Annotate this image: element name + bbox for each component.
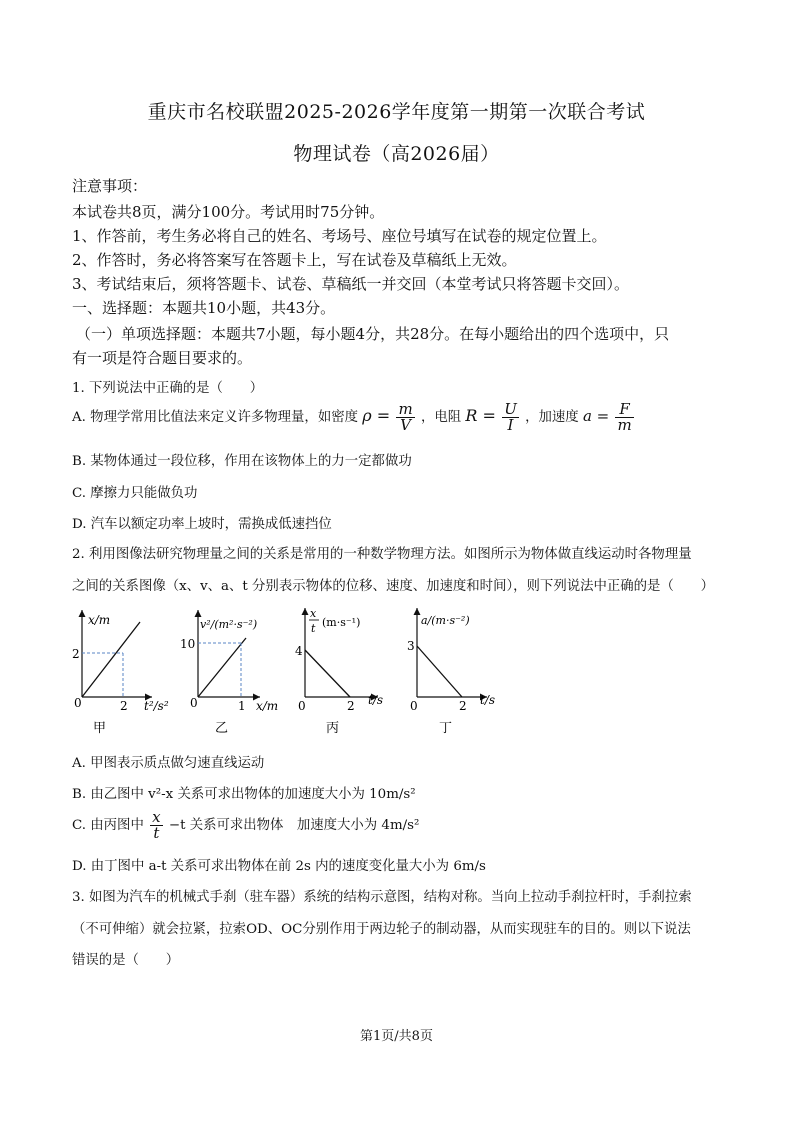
tick-label: 4: [295, 644, 303, 658]
fraction-acceleration: $\frac{F}{m}$: [617, 400, 632, 434]
q1-stem: 1. 下列说法中正确的是（ ）: [72, 381, 264, 396]
tick-label: 1: [238, 699, 246, 713]
notice-item: 1、作答前，考生务必将自己的姓名、考场号、座位号填写在试卷的规定位置上。: [72, 227, 607, 245]
tick-label: 2: [72, 647, 80, 661]
origin-label: 0: [298, 699, 306, 713]
q2-option-a: A. 甲图表示质点做匀速直线运动: [72, 756, 265, 771]
q1-option-d: D. 汽车以额定功率上坡时，需换成低速挡位: [72, 517, 332, 532]
graph-ding: [407, 608, 495, 736]
exam-title: 重庆市名校联盟2025-2026学年度第一期第一次联合考试: [147, 101, 646, 123]
q3-stem-cont: 错误的是（ ）: [72, 953, 180, 968]
axis-label: (m·s⁻¹): [322, 616, 361, 629]
tick-label: 2: [120, 699, 128, 713]
graph-jia: [72, 610, 169, 736]
axis-label: t²/s²: [144, 699, 169, 713]
subsection-heading: （一）单项选择题：本题共7小题，每小题4分，共28分。在每小题给出的四个选项中，只: [76, 325, 670, 343]
notice-item: 2、作答时，务必将答案写在答题卡上，写在试卷及草稿纸上无效。: [72, 251, 517, 269]
axis-label: t: [311, 622, 316, 635]
origin-label: 0: [74, 696, 82, 710]
q2-option-d: D. 由丁图中 a-t 关系可求出物体在前 2s 内的速度变化量大小为 6m/s: [72, 859, 486, 874]
q2-stem-cont: 之间的关系图像（x、v、a、t 分别表示物体的位移、速度、加速度和时间），则下列说法中正确的是（ ）: [72, 579, 715, 594]
q2-option-c: C. 由丙图中 $\frac{x}{t}$ −t 关系可求出物体 加速度大小为 4m/s²: [72, 808, 420, 842]
q2-graphs: [60, 602, 520, 742]
q2-option-b: B. 由乙图中 v²-x 关系可求出物体的加速度大小为 10m/s²: [72, 787, 416, 802]
q3-stem: 3. 如图为汽车的机械式手刹（驻车器）系统的结构示意图，结构对称。当向上拉动手刹拉杆时，手刹拉索: [72, 890, 692, 905]
fraction-resistance: $\frac{U}{I}$: [504, 400, 517, 434]
section-heading: 一、选择题：本题共10小题，共43分。: [72, 299, 336, 317]
fraction-density: $\frac{m}{V}$: [398, 400, 413, 434]
graph-name: 丙: [326, 721, 340, 736]
axis-label: x/m: [256, 699, 279, 713]
axis-label: v²/(m²·s⁻²): [200, 618, 258, 631]
page-footer: 第1页/共8页: [360, 1029, 433, 1044]
q3-stem-cont: （不可伸缩）就会拉紧，拉索OD、OC分别作用于两边轮子的制动器，从而实现驻车的目的。则以下说法: [72, 922, 691, 937]
axis-label: a/(m·s⁻²): [421, 614, 470, 627]
fraction-x-over-t: $\frac{x}{t}$: [152, 808, 161, 842]
graph-yi: [180, 610, 278, 736]
notice-heading: 注意事项：: [72, 177, 148, 195]
graph-name: 甲: [93, 721, 107, 736]
axis-label: t/s: [368, 693, 384, 707]
notice-item: 本试卷共8页，满分100分。考试用时75分钟。: [72, 203, 385, 221]
graph-name: 乙: [215, 721, 229, 736]
q1-option-b: B. 某物体通过一段位移，作用在该物体上的力一定都做功: [72, 454, 412, 469]
origin-label: 0: [190, 696, 198, 710]
tick-label: 2: [347, 699, 355, 713]
exam-subtitle: 物理试卷（高2026届）: [293, 143, 500, 165]
tick-label: 2: [459, 699, 467, 713]
graph-name: 丁: [439, 721, 453, 736]
graph-bing: [295, 607, 383, 736]
axis-label: t/s: [480, 693, 496, 707]
subsection-heading-cont: 有一项是符合题目要求的。: [72, 349, 253, 367]
tick-label: 10: [180, 637, 196, 651]
axis-label: x: [310, 607, 317, 620]
q1-option-c: C. 摩擦力只能做负功: [72, 486, 198, 501]
q1-option-a: A. 物理学常用比值法来定义许多物理量，如密度 ρ = $\frac{m}{V}$ ，电阻 R = $\frac{U}{I}$ ，加速度 a = $\frac{F}{m}$: [72, 400, 632, 434]
q2-stem: 2. 利用图像法研究物理量之间的关系是常用的一种数学物理方法。如图所示为物体做直线运动时各物理量: [72, 547, 692, 562]
origin-label: 0: [410, 699, 418, 713]
tick-label: 3: [407, 639, 415, 653]
notice-item: 3、考试结束后，须将答题卡、试卷、草稿纸一并交回（本堂考试只将答题卡交回）。: [72, 275, 630, 293]
axis-label: x/m: [88, 613, 111, 627]
